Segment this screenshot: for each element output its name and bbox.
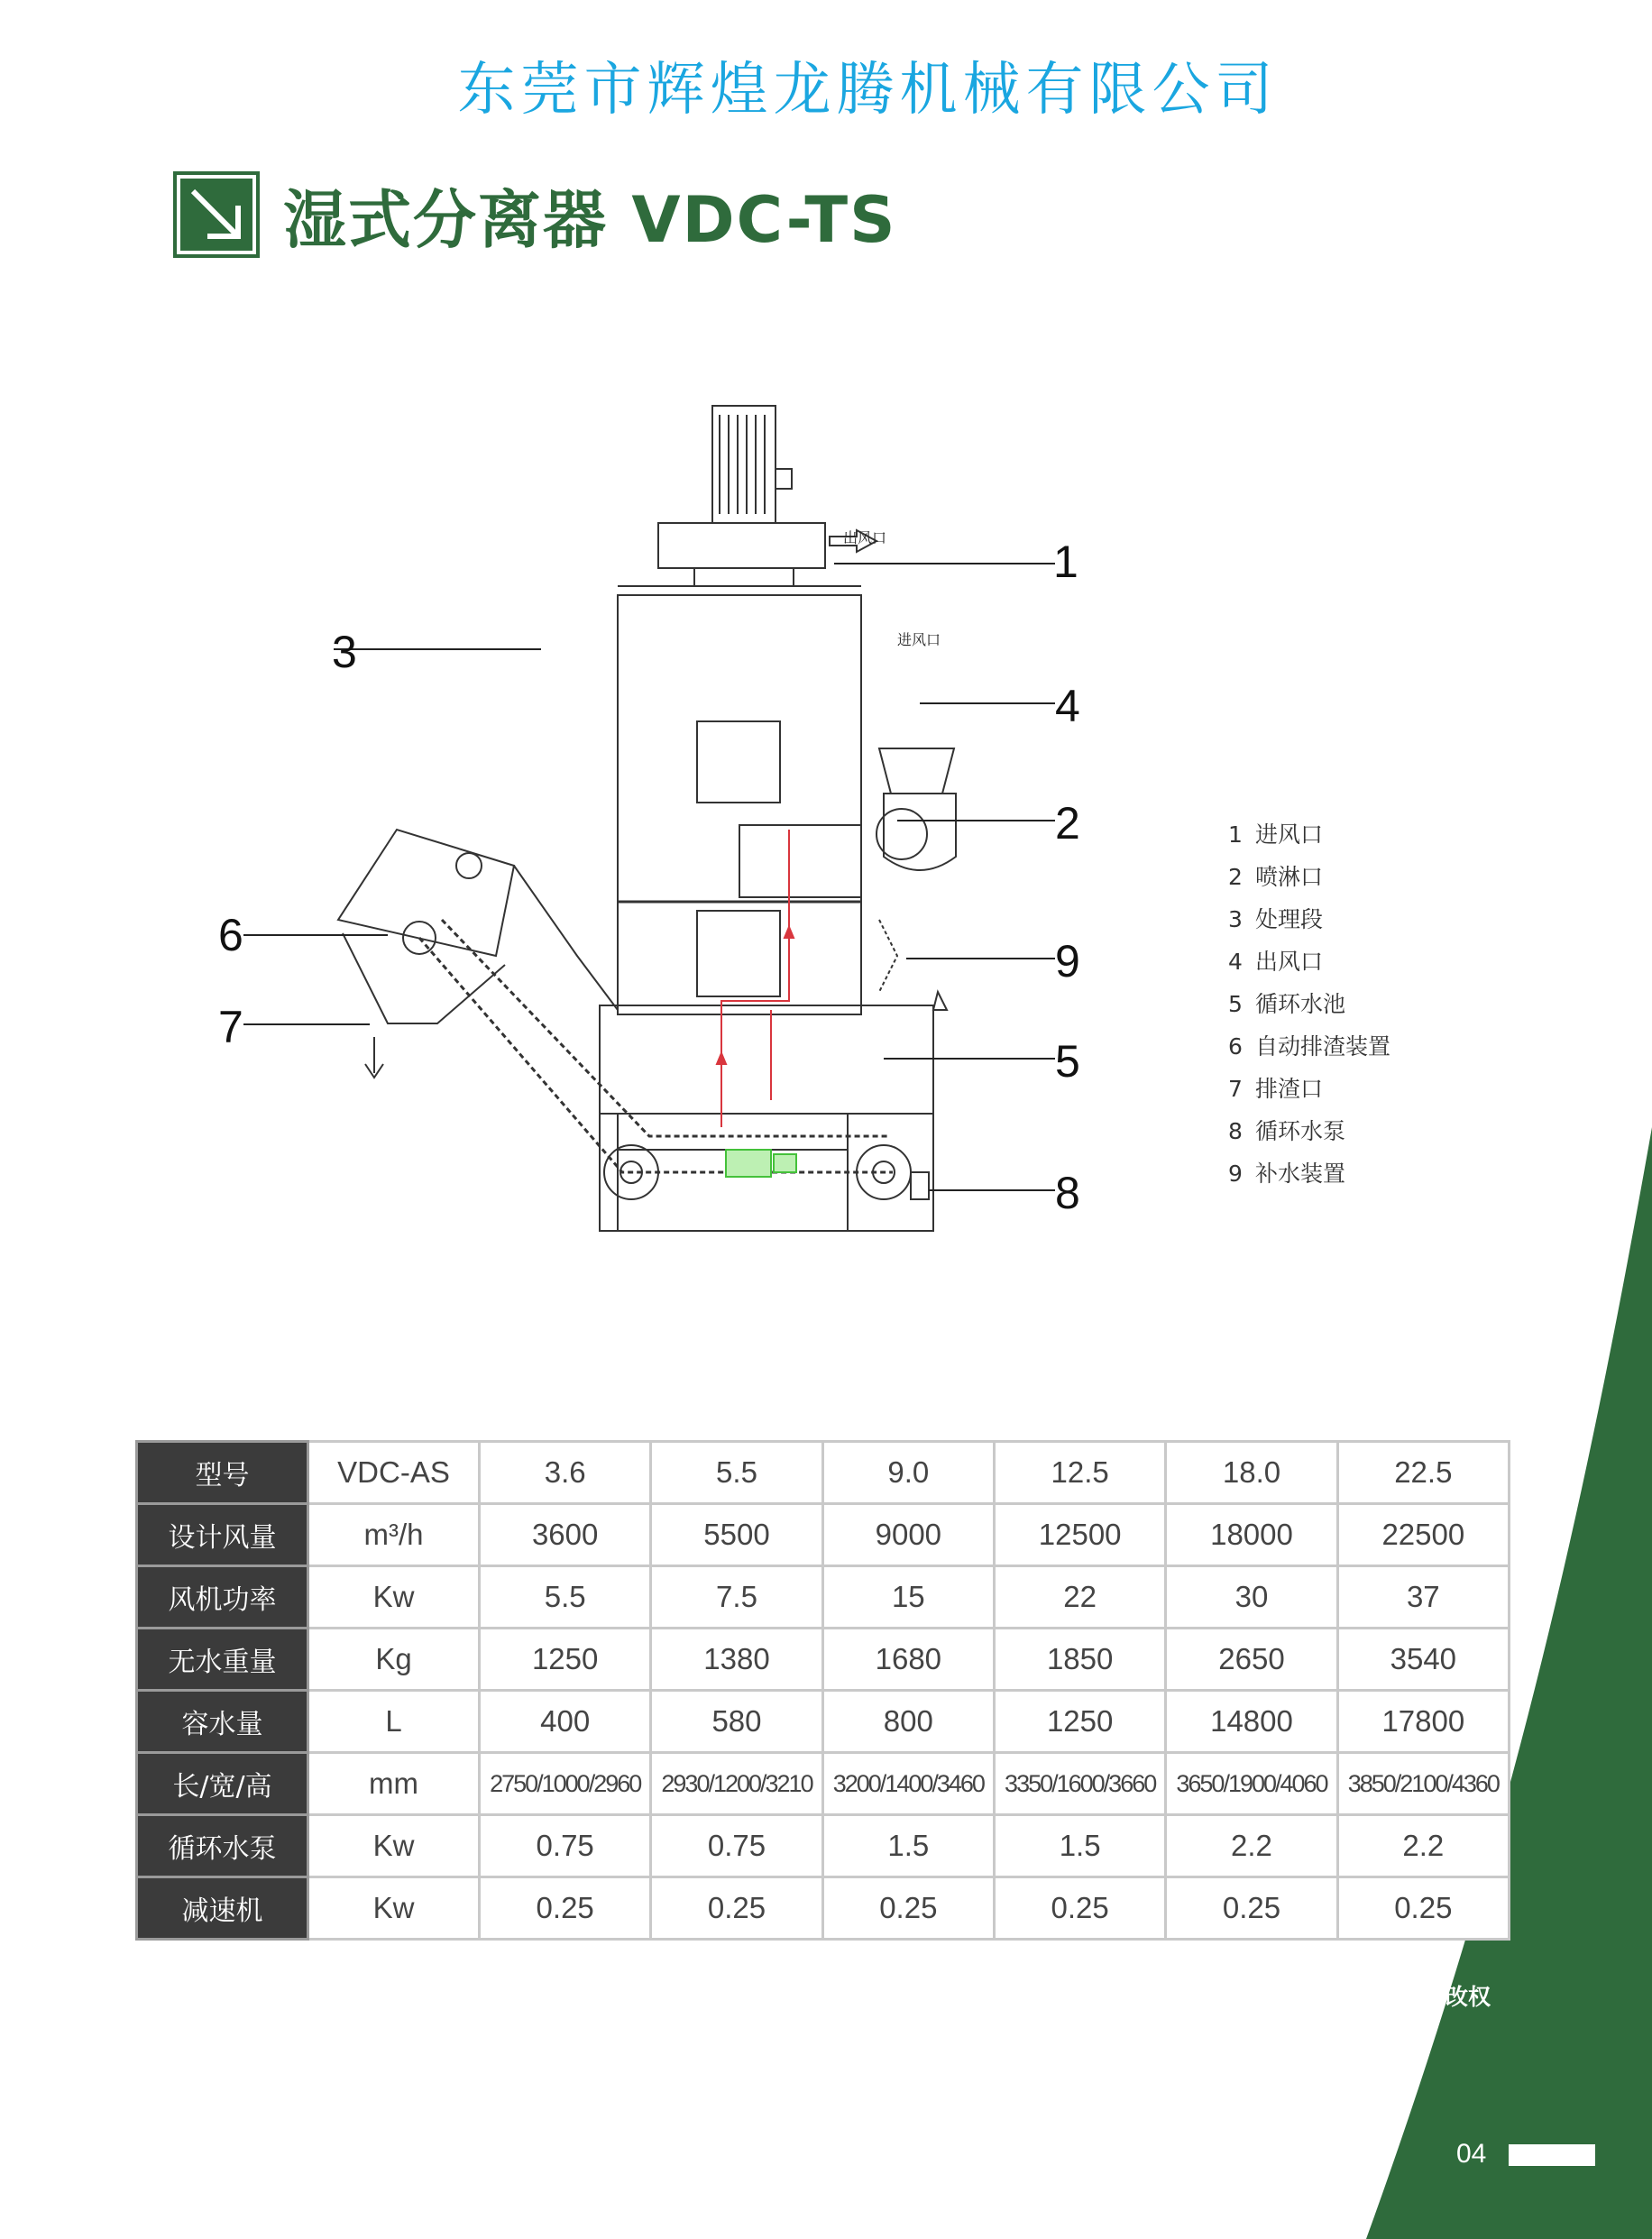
unit-cell: Kw [308, 1815, 480, 1877]
row-header: 型号 [137, 1442, 308, 1504]
separator-diagram [198, 379, 1154, 1244]
unit-cell: Kw [308, 1877, 480, 1940]
table-cell: 1250 [480, 1629, 651, 1691]
callout-6: 6 [218, 910, 243, 960]
table-cell: 17800 [1337, 1691, 1509, 1753]
legend-item [1228, 856, 1390, 898]
legend-item [1228, 941, 1390, 983]
table-cell: 2.2 [1337, 1815, 1509, 1877]
table-row [137, 1442, 1510, 1504]
motor-body [712, 406, 776, 523]
callout-3: 3 [332, 627, 357, 677]
legend-label: 循环水池 [1255, 991, 1346, 1017]
table-cell: 1850 [994, 1629, 1165, 1691]
legend-item [1228, 1025, 1390, 1068]
legend-item [1228, 1152, 1390, 1195]
table-cell: 0.25 [1166, 1877, 1337, 1940]
row-header: 风机功率 [137, 1566, 308, 1629]
legend-number: 8 [1228, 1118, 1243, 1144]
table-row [137, 1566, 1510, 1629]
table-cell: 30 [1166, 1566, 1337, 1629]
legend-number: 9 [1228, 1161, 1243, 1187]
table-cell: 5500 [651, 1504, 822, 1566]
page-number: 04 [1456, 2139, 1487, 2169]
table-row [137, 1691, 1510, 1753]
callout-8: 8 [1055, 1168, 1080, 1218]
table-cell: 0.25 [480, 1877, 651, 1940]
rights-notice: 保留更改权 [1378, 1984, 1491, 2010]
legend-number: 6 [1228, 1033, 1243, 1060]
table-cell: 0.25 [651, 1877, 822, 1940]
table-cell: 9.0 [822, 1442, 994, 1504]
parts-legend [1228, 813, 1390, 1195]
arrow-down-right-icon [173, 171, 260, 258]
inlet-label: 进风口 [897, 633, 941, 648]
row-header: 循环水泵 [137, 1815, 308, 1877]
company-name: 东莞市辉煌龙腾机械有限公司 [457, 57, 1279, 124]
row-header: 减速机 [137, 1877, 308, 1940]
legend-label: 自动排渣装置 [1255, 1033, 1391, 1060]
table-cell: 3200/1400/3460 [822, 1753, 994, 1815]
callout-7: 7 [218, 1002, 243, 1052]
table-cell: 3.6 [480, 1442, 651, 1504]
table-cell: 22 [994, 1566, 1165, 1629]
table-row [137, 1504, 1510, 1566]
table-cell: 3850/2100/4360 [1337, 1753, 1509, 1815]
page-title: 湿式分离器 VDC-TS [283, 182, 897, 257]
unit-cell: Kg [308, 1629, 480, 1691]
legend-number: 2 [1228, 864, 1243, 890]
table-cell: 400 [480, 1691, 651, 1753]
page-title-block [173, 170, 897, 260]
tower-lower [618, 902, 861, 1014]
legend-item [1228, 1068, 1390, 1110]
table-cell: 1.5 [822, 1815, 994, 1877]
table-row [137, 1753, 1510, 1815]
pump [726, 1150, 796, 1177]
table-cell: 18.0 [1166, 1442, 1337, 1504]
table-cell: 800 [822, 1691, 994, 1753]
table-cell: 2750/1000/2960 [480, 1753, 651, 1815]
row-header: 长/宽/高 [137, 1753, 308, 1815]
scraper-hopper [338, 830, 514, 956]
legend-number: 7 [1228, 1076, 1243, 1102]
table-row [137, 1815, 1510, 1877]
legend-item [1228, 813, 1390, 856]
legend-number: 1 [1228, 821, 1243, 848]
legend-label: 出风口 [1255, 949, 1324, 975]
legend-label: 处理段 [1255, 906, 1324, 932]
table-cell: 5.5 [651, 1442, 822, 1504]
table-cell: 2650 [1166, 1629, 1337, 1691]
table-cell: 9000 [822, 1504, 994, 1566]
table-cell: 3650/1900/4060 [1166, 1753, 1337, 1815]
table-cell: 0.75 [651, 1815, 822, 1877]
callout-9: 9 [1055, 936, 1080, 986]
table-cell: 1250 [994, 1691, 1165, 1753]
legend-item [1228, 983, 1390, 1025]
unit-cell: m³/h [308, 1504, 480, 1566]
fan-housing [658, 523, 825, 568]
table-row [137, 1629, 1510, 1691]
table-cell: 3350/1600/3660 [994, 1753, 1165, 1815]
table-cell: 0.25 [822, 1877, 994, 1940]
water-basin [600, 1005, 933, 1114]
table-cell: 2.2 [1166, 1815, 1337, 1877]
pipe-network [717, 830, 794, 1127]
table-cell: 22500 [1337, 1504, 1509, 1566]
table-cell: 5.5 [480, 1566, 651, 1629]
table-cell: 14800 [1166, 1691, 1337, 1753]
callout-5: 5 [1055, 1036, 1080, 1087]
row-header: 设计风量 [137, 1504, 308, 1566]
table-cell: 1380 [651, 1629, 822, 1691]
legend-label: 排渣口 [1255, 1076, 1324, 1102]
table-cell: 15 [822, 1566, 994, 1629]
inlet-hood [879, 748, 954, 794]
row-header: 容水量 [137, 1691, 308, 1753]
row-header: 无水重量 [137, 1629, 308, 1691]
legend-label: 喷淋口 [1255, 864, 1324, 890]
table-cell: 3600 [480, 1504, 651, 1566]
legend-label: 循环水泵 [1255, 1118, 1346, 1144]
legend-label: 补水装置 [1255, 1161, 1346, 1187]
table-cell: 18000 [1166, 1504, 1337, 1566]
legend-item [1228, 898, 1390, 941]
callout-2: 2 [1055, 798, 1080, 849]
table-cell: 7.5 [651, 1566, 822, 1629]
table-cell: 22.5 [1337, 1442, 1509, 1504]
page-bar [1509, 2144, 1595, 2166]
table-row [137, 1877, 1510, 1940]
table-cell: 3540 [1337, 1629, 1509, 1691]
table-cell: 12500 [994, 1504, 1165, 1566]
callout-4: 4 [1055, 681, 1080, 731]
unit-cell: Kw [308, 1566, 480, 1629]
unit-cell: mm [308, 1753, 480, 1815]
legend-label: 进风口 [1255, 821, 1324, 848]
table-cell: 0.25 [1337, 1877, 1509, 1940]
table-cell: 1680 [822, 1629, 994, 1691]
table-cell: 580 [651, 1691, 822, 1753]
legend-number: 3 [1228, 906, 1243, 932]
table-cell: 1.5 [994, 1815, 1165, 1877]
table-cell: 12.5 [994, 1442, 1165, 1504]
table-cell: 0.25 [994, 1877, 1165, 1940]
specs-table [135, 1440, 1510, 1941]
legend-number: 5 [1228, 991, 1243, 1017]
unit-cell: VDC-AS [308, 1442, 480, 1504]
legend-number: 4 [1228, 949, 1243, 975]
table-cell: 0.75 [480, 1815, 651, 1877]
table-cell: 2930/1200/3210 [651, 1753, 822, 1815]
callout-1: 1 [1053, 537, 1078, 587]
table-cell: 37 [1337, 1566, 1509, 1629]
outlet-label: 出风口 [843, 531, 887, 546]
unit-cell: L [308, 1691, 480, 1753]
legend-item [1228, 1110, 1390, 1152]
